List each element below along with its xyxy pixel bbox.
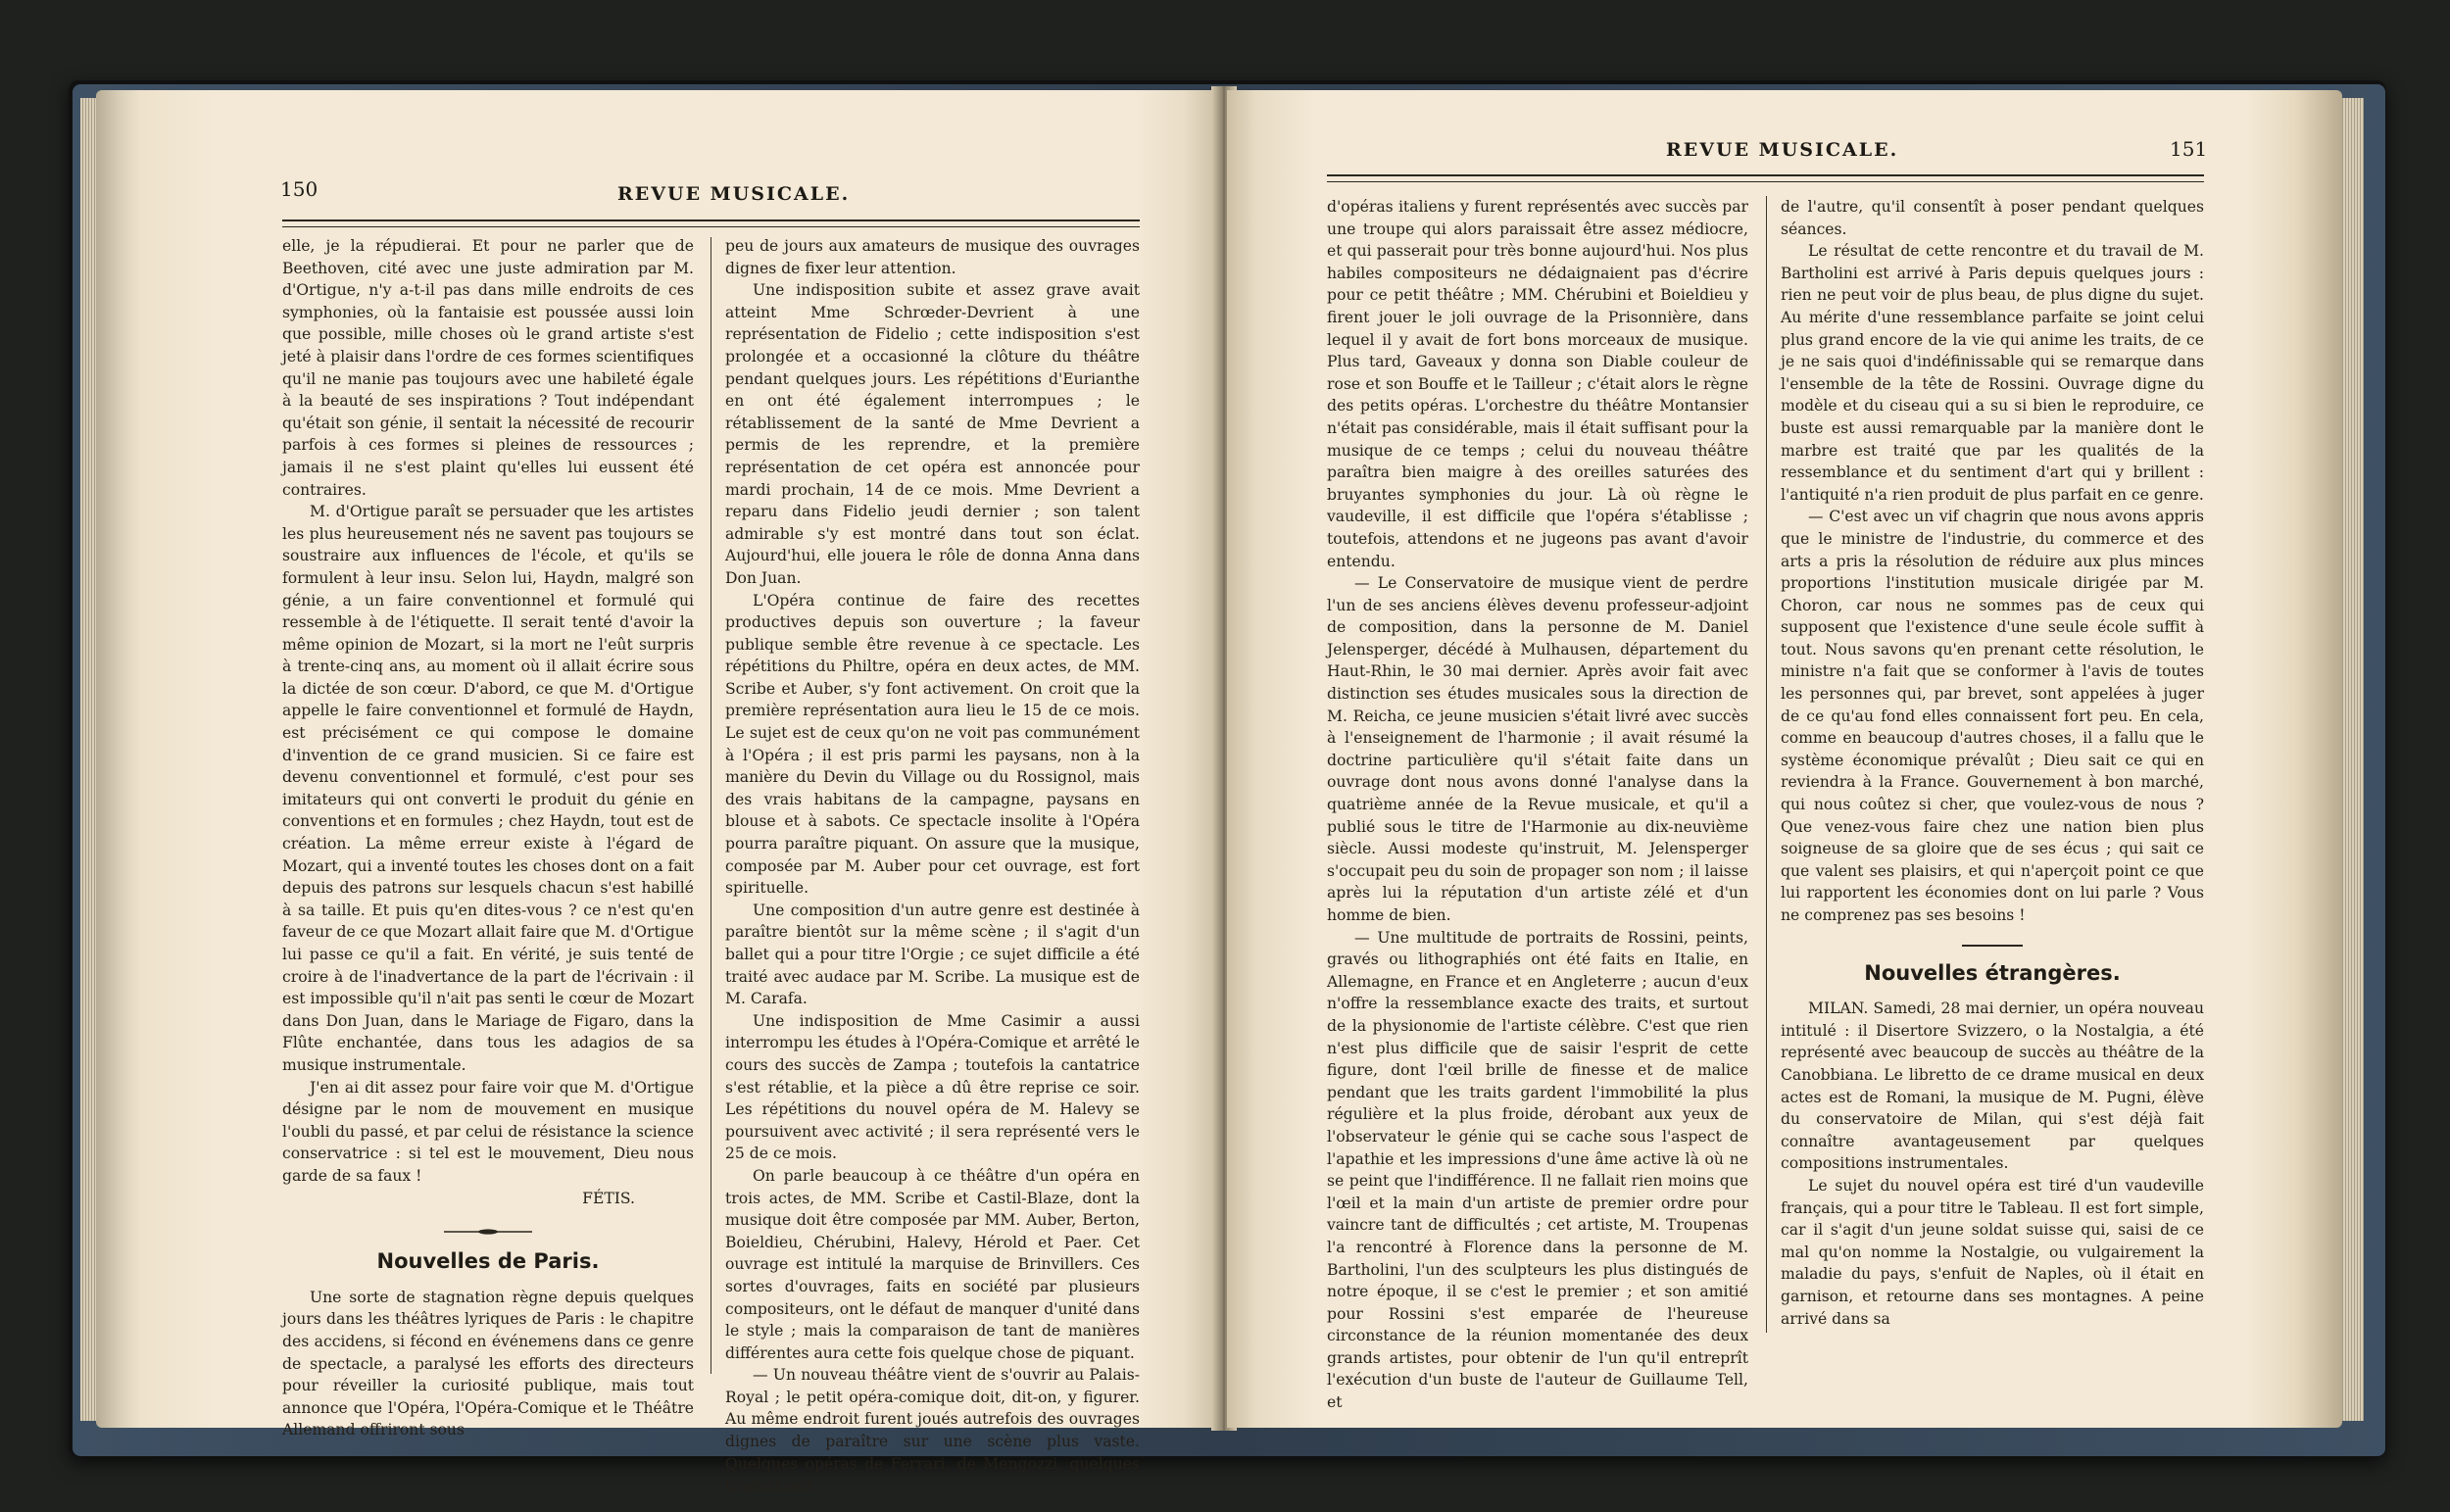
paragraph: — Un nouveau théâtre vient de s'ouvrir au Palais-Royal ; le petit opéra-comique doit, dit-on, y figurer. Au même endroit furent joués autrefois des ouvrages dignes de paraître sur une scène plus vaste. Quelques opéras de Ferrari, de Mengozzi, quelques traductions <box>725 1366 1140 1495</box>
paragraph: L'Opéra continue de faire des recettes productives depuis son ouverture ; la faveur publique semble être revenue à ce spectacle. Les répétitions du Philtre, opéra en deux actes, de MM. Scribe et Auber, s'y font activement. On croit que la première représentation aura lieu le 15 de ce mois. Le sujet est de ceux qu'on ne voit pas communément à l'Opéra ; il est pris parmi les paysans, non à la manière du Devin du Village ou du Rossignol, mais des vrais habitans de la campagne, paysans en blouse et à sabots. Ce spectacle insolite à l'Opéra pourra paraître piquant. On assure que la musique, composée par M. Auber pour cet ouvrage, est fort spirituelle. <box>725 591 1140 898</box>
section-title-nouvelles-de-paris: Nouvelles de Paris. <box>376 1249 600 1274</box>
paragraph: J'en ai dit assez pour faire voir que M. d'Ortigue désigne par le nom de mouvement en musique l'oubli du passé, et par celui de résistance la science conservatrice : si tel est le mouvement, Dieu nous garde de sa faux ! <box>282 1078 694 1185</box>
paragraph: — Une multitude de portraits de Rossini, peints, gravés ou lithographiés ont été faits en Italie, en Allemagne, en France et en Angleterre ; aucun d'eux n'offre la ressemblance exacte des traits, et surtout de la physionomie de l'artiste célèbre. C'est que rien n'est plus difficile que de saisir l'esprit de cette figure, dont l'œil brille de finesse et de malice pendant que les traits gardent l'immobilité la plus régulière et la plus froide, dérobant aux yeux de l'observateur le génie qui se cache sous l'aspect de l'apathie et les impressions d'une âme active là où ne se peint que l'indifférence. Il ne fallait rien moins que l'œil et la main d'un artiste de premier ordre pour vaincre tant de difficultés ; cet artiste, M. Troupenas l'a rencontré à Florence dans la personne de M. Bartholini, l'un des sculpteurs les plus distingués de notre époque, il se c'est le premier ; et son amitié pour Rossini s'est emparée de l'heureuse circonstance de la réunion momentanée des deux grands artistes, pour obtenir de l'un qu'il entreprît l'exécution d'un buste de l'auteur de Guillaume Tell, et <box>1327 928 1748 1412</box>
left-page <box>96 90 1223 1495</box>
paragraph: Une indisposition de Mme Casimir a aussi interrompu les études à l'Opéra-Comique et arrêté le cours des succès de Zampa ; toutefois la cantatrice s'est rétablie, et la pièce a dû être reprise ce soir. Les répétitions du nouvel opéra de M. Halevy se poursuivent avec activité ; il sera représenté vers le 25 de ce mois. <box>725 1011 1140 1163</box>
paragraph: Une sorte de stagnation règne depuis quelques jours dans les théâtres lyriques de Paris : le chapitre des accidens, si fécond en événemens dans ce genre de spectacle, a paralysé les efforts des directeurs pour réveiller la curiosité publique, mais tout annonce que l'Opéra, l'Opéra-Comique et le Théâtre Allemand offriront sous <box>282 1288 694 1439</box>
paragraph: Une composition d'un autre genre est destinée à paraître bientôt sur la même scène ; il s'agit d'un ballet qui a pour titre l'Orgie ; ce sujet difficile a été traité avec audace par M. Scribe. La musique est de M. Carafa. <box>725 901 1140 1008</box>
left-page-number: 150 <box>280 177 318 201</box>
column-divider <box>1766 196 1767 1333</box>
right-page-number: 151 <box>2170 137 2208 161</box>
right-page <box>1227 90 2342 1428</box>
section-divider <box>1962 945 2023 947</box>
left-running-title: REVUE MUSICALE. <box>617 183 851 205</box>
section-title-nouvelles-etrangeres: Nouvelles étrangères. <box>1864 960 2121 985</box>
right-page-edges <box>2340 98 2364 1421</box>
paragraph: — Le Conservatoire de musique vient de perdre l'un de ses anciens élèves devenu professeur-adjoint de composition, dans la personne de M. Daniel Jelensperger, décédé à Mulhausen, département du Haut-Rhin, le 30 mai dernier. Après avoir fait avec distinction ses études musicales sous la direction de M. Reicha, ce jeune musicien s'était livré avec succès à l'enseignement de l'harmonie ; il avait résumé la doctrine particulière qu'il s'était faite dans un ouvrage dont nous avons donné l'analyse dans la quatrième année de la Revue musicale, et qu'il a publié sous le titre de l'Harmonie au dix-neuvième siècle. Aussi modeste qu'instruit, M. Jelensperger s'occupait peu du soin de propager son nom ; il laisse après lui la réputation d'un artiste zélé et d'un homme de bien. <box>1327 574 1748 924</box>
paragraph: d'opéras italiens y furent représentés avec succès par une troupe qui alors paraissait être assez médiocre, et qui passerait pour très bonne aujourd'hui. Nos plus habiles compositeurs ne dédaignaient pas d'écrire pour ce petit théâtre ; MM. Chérubini et Boieldieu y firent jouer le joli ouvrage de la Prisonnière, dans lequel il y avait de fort bons morceaux de musique. Plus tard, Gaveaux y donna son Diable couleur de rose et son Bouffe et le Tailleur ; c'était alors le règne des petits opéras. L'orchestre du théâtre Montansier n'était pas considérable, mais il était suffisant pour la musique de ce temps ; celui du nouveau théâtre paraîtra bien maigre à des oreilles saturées des bruyantes symphonies du jour. Là où règne le vaudeville, il est difficile que l'opéra s'établisse ; toutefois, attendons et ne jugeons pas avant d'avoir entendu. <box>1327 198 1748 570</box>
paragraph: — C'est avec un vif chagrin que nous avons appris que le ministre de l'industrie, du commerce et des arts a pris la résolution de réduire aux plus minces proportions l'institution musicale dirigée par M. Choron, car nous ne sommes pas de ceux qui supposent que l'existence d'une seule école suffit à tout. Nous savons qu'en prenant cette résolution, le ministre n'a fait que se conformer à l'avis de toutes les personnes qui, par brevet, sont appelées à juger de ce qu'au fond elles connaissent fort peu. En cela, comme en beaucoup d'autres choses, il a fallu que le système économique prévalût ; Dieu sait ce qui en reviendra à la France. Gouvernement à bon marché, qui nous coûtez si cher, que voulez-vous de nous ? Que venez-vous faire chez une nation bien plus soigneuse de sa gloire que de ses écus ; qui sait ce que valent ses plaisirs, et qui n'aperçoit point ce que lui rapportent les économies dont on lui parle ? Vous ne comprenez pas ses besoins ! <box>1781 508 2204 924</box>
paragraph: Le résultat de cette rencontre et du travail de M. Bartholini est arrivé à Paris depuis quelques jours : rien ne peut voir de plus beau, de plus digne du sujet. Au mérite d'une ressemblance parfaite se joint celui plus grand encore de la vie qui anime les traits, de ce je ne sais quoi d'indéfinissable qui se remarque dans l'ensemble de la tête de Rossini. Ouvrage digne du modèle et du ciseau qui a su si bien le reproduire, ce buste est aussi remarquable par la manière dont le marbre est traité que par les qualités de la ressemblance et du sentiment d'art qui y brillent : l'antiquité n'a rien produit de plus parfait en ce genre. <box>1781 242 2204 504</box>
left-column-1 <box>282 235 694 1441</box>
signature: FÉTIS. <box>582 1189 635 1207</box>
paragraph: On parle beaucoup à ce théâtre d'un opéra en trois actes, de MM. Scribe et Castil-Blaze, dont la musique doit être composée par MM. Auber, Berton, Boieldieu, Chérubini, Halevy, Hérold et Paer. Cet ouvrage est intitulé la marquise de Brinvillers. Ces sortes d'ouvrages, faits en société par plusieurs compositeurs, ont le défaut de manquer d'unité dans le style ; mais la comparaison de tant de manières différentes aura cette fois quelque chose de piquant. <box>725 1166 1140 1362</box>
paragraph: de l'autre, qu'il consentît à poser pendant quelques séances. <box>1781 198 2204 238</box>
paragraph: M. d'Ortigue paraît se persuader que les artistes les plus heureusement nés ne savent pas toujours se soustraire aux influences de l'école, et qu'ils se formulent à leur insu. Selon lui, Haydn, malgré son génie, a un faire conventionnel et formulé qui ressemble à de l'étiquette. Il serait tenté d'avoir la même opinion de Mozart, si la mort ne l'eût surpris à trente-cinq ans, au moment où il allait écrire sous la dictée de son cœur. D'abord, ce que M. d'Ortigue appelle le faire conventionnel et formulé de Haydn, est précisément ce qui compose le domaine d'invention de ce grand musicien. Si ce faire est devenu conventionnel et formulé, c'est pour ses imitateurs qui ont converti le produit du génie en conventions et en formules ; chez Haydn, tout est de création. La même erreur existe à l'égard de Mozart, qui a inventé toutes les choses dont on a fait depuis des patrons sur lesquels chacun s'est habillé à sa taille. Et puis qu'en dites-vous ? ce n'est qu'en faveur de ce que Mozart allait faire que M. d'Ortigue lui passe ce qu'il a fait. En vérité, je suis tenté de croire à de l'inadvertance de la part de l'écrivain : il est impossible qu'il n'ait pas senti le cœur de Mozart dans Don Juan, dans le Mariage de Figaro, dans la Flûte enchantée, dans tous les adagios de sa musique instrumentale. <box>282 503 694 1074</box>
left-header-rule <box>282 219 1140 227</box>
right-header-rule <box>1327 174 2204 182</box>
paragraph: MILAN. Samedi, 28 mai dernier, un opéra nouveau intitulé : il Disertore Svizzero, o la Nostalgia, a été représenté avec beaucoup de succès au théâtre de la Canobbiana. Le libretto de ce drame musical en deux actes est de Romani, la musique de M. Pugni, élève du conservatoire de Milan, qui s'est déjà fait connaître avantageusement par quelques compositions instrumentales. <box>1781 1000 2204 1173</box>
paragraph: elle, je la répudierai. Et pour ne parler que de Beethoven, cité avec une juste admiration par M. d'Ortigue, n'y a-t-il pas dans mille endroits de ces symphonies, où la fantaisie est poussée aussi loin que possible, mille choses où le grand artiste s'est jeté à plaisir dans l'ordre de ces formes scientifiques qu'il ne manie pas toujours avec une habileté égale à la beauté de ses inspirations ? Tout indépendant qu'était son génie, il sentait la nécessité de recourir parfois à ces formes si pleines de ressources ; jamais il ne s'est plaint qu'elles lui eussent été contraires. <box>282 237 694 499</box>
right-running-title: REVUE MUSICALE. <box>1666 139 1899 161</box>
paragraph: Le sujet du nouvel opéra est tiré d'un vaudeville français, qui a pour titre le Tableau. Il est fort simple, car il s'agit d'un jeune soldat suisse qui, saisi de ce mal qu'on nomme la Nostalgie, ou vulgairement la maladie du pays, s'enfuit de Naples, où il était en garnison, et retourne dans ses montagnes. A peine arrivé dans sa <box>1781 1176 2204 1328</box>
right-column-1 <box>1327 196 1748 1414</box>
right-column-2 <box>1781 196 2204 1330</box>
paragraph: peu de jours aux amateurs de musique des ouvrages dignes de fixer leur attention. <box>725 237 1140 277</box>
column-divider <box>710 237 711 1374</box>
paragraph: Une indisposition subite et assez grave avait atteint Mme Schrœder-Devrient à une représentation de Fidelio ; cette indisposition s'est prolongée et a occasionné la clôture du théâtre pendant quelques jours. Les répétitions d'Eurianthe en ont été également interrompues ; le rétablissement de la santé de Mme Devrient a permis de les reprendre, et la première représentation de cet opéra est annoncée pour mardi prochain, 14 de ce mois. Mme Devrient a reparu dans Fidelio jeudi dernier ; son talent admirable s'y est montré dans tout son éclat. Aujourd'hui, elle jouera le rôle de donna Anna dans Don Juan. <box>725 281 1140 587</box>
ornament-divider <box>444 1229 532 1235</box>
left-column-2 <box>725 235 1140 1497</box>
